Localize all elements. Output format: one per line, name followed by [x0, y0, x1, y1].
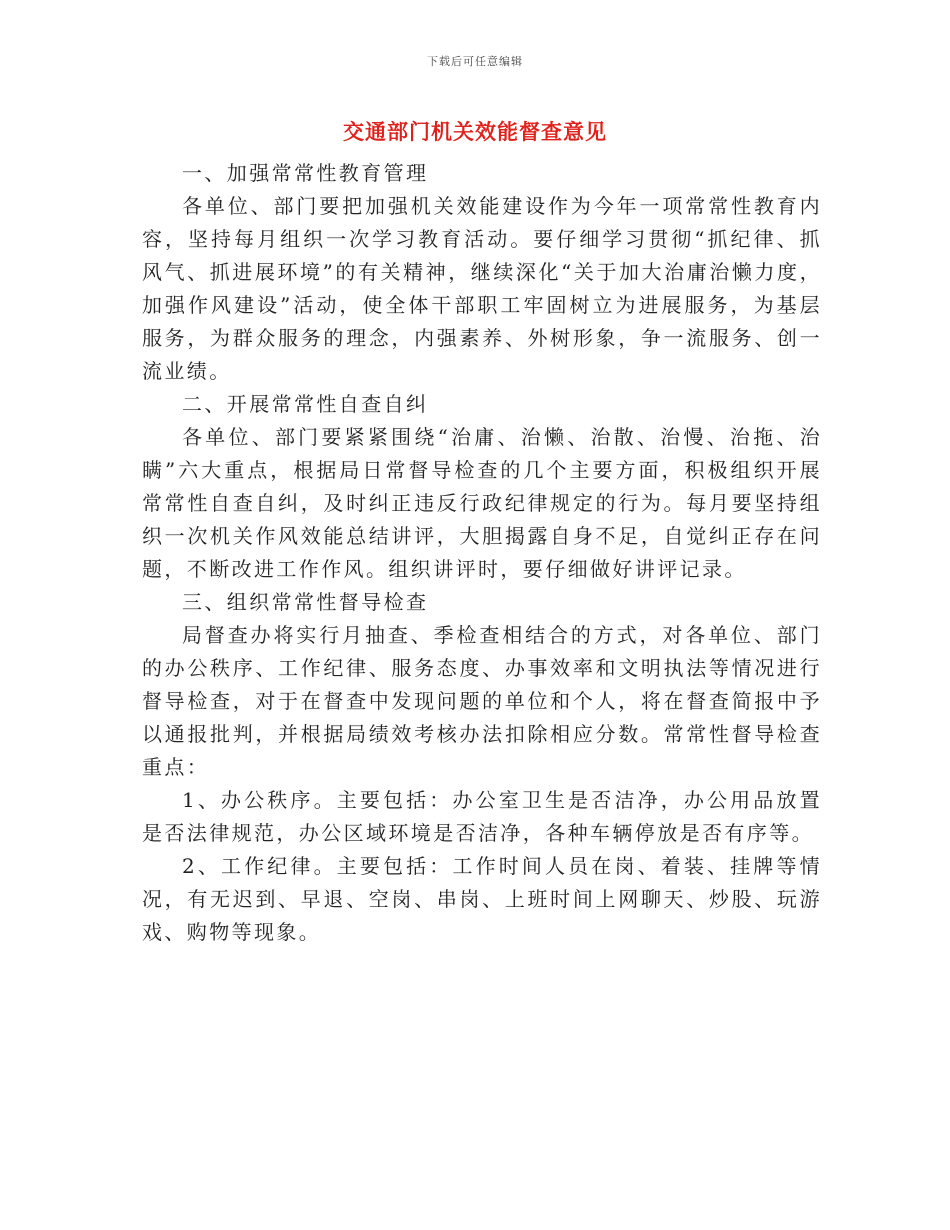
document-title: 交通部门机关效能督查意见 — [343, 120, 607, 144]
section-3-item-work-discipline: 2、工作纪律。主要包括：工作时间人员在岗、着装、挂牌等情况，有无迟到、早退、空岗、串岗、上班时间上网聊天、炒股、玩游戏、购物等现象。 — [142, 854, 822, 944]
section-3-item-office-order: 1、办公秩序。主要包括：办公室卫生是否洁净，办公用品放置是否法律规范，办公区域环境是否洁净，各种车辆停放是否有序等。 — [142, 788, 822, 845]
section-2-paragraph-1: 各单位、部门要紧紧围绕“治庸、治懒、治散、治慢、治拖、治瞒”六大重点，根据局日常督导检查的几个主要方面，积极组织开展常常性自查自纠，及时纠正违反行政纪律规定的行为。每月要坚持组织一次机关作风效能总结讲评，大胆揭露自身不足，自觉纠正存在问题，不断改进工作作风。组织讲评时，要仔细做好讲评记录。 — [142, 425, 822, 581]
section-heading-3: 三、组织常常性督导检查 — [182, 590, 429, 614]
page-header-note: 下载后可任意编辑 — [427, 55, 523, 68]
section-heading-2: 二、开展常常性自查自纠 — [182, 392, 429, 416]
section-heading-1: 一、加强常常性教育管理 — [182, 161, 429, 185]
section-1-paragraph-1: 各单位、部门要把加强机关效能建设作为今年一项常常性教育内容，坚持每月组织一次学习教育活动。要仔细学习贯彻“抓纪律、抓风气、抓进展环境”的有关精神，继续深化“关于加大治庸治懒力度，加强作风建设”活动，使全体干部职工牢固树立为进展服务，为基层服务，为群众服务的理念，内强素养、外树形象，争一流服务、创一流业绩。 — [142, 194, 822, 383]
section-3-paragraph-1: 局督查办将实行月抽查、季检查相结合的方式，对各单位、部门的办公秩序、工作纪律、服务态度、办事效率和文明执法等情况进行督导检查，对于在督查中发现问题的单位和个人，将在督查简报中予以通报批判，并根据局绩效考核办法扣除相应分数。常常性督导检查重点： — [142, 623, 822, 779]
document-body — [142, 157, 822, 949]
